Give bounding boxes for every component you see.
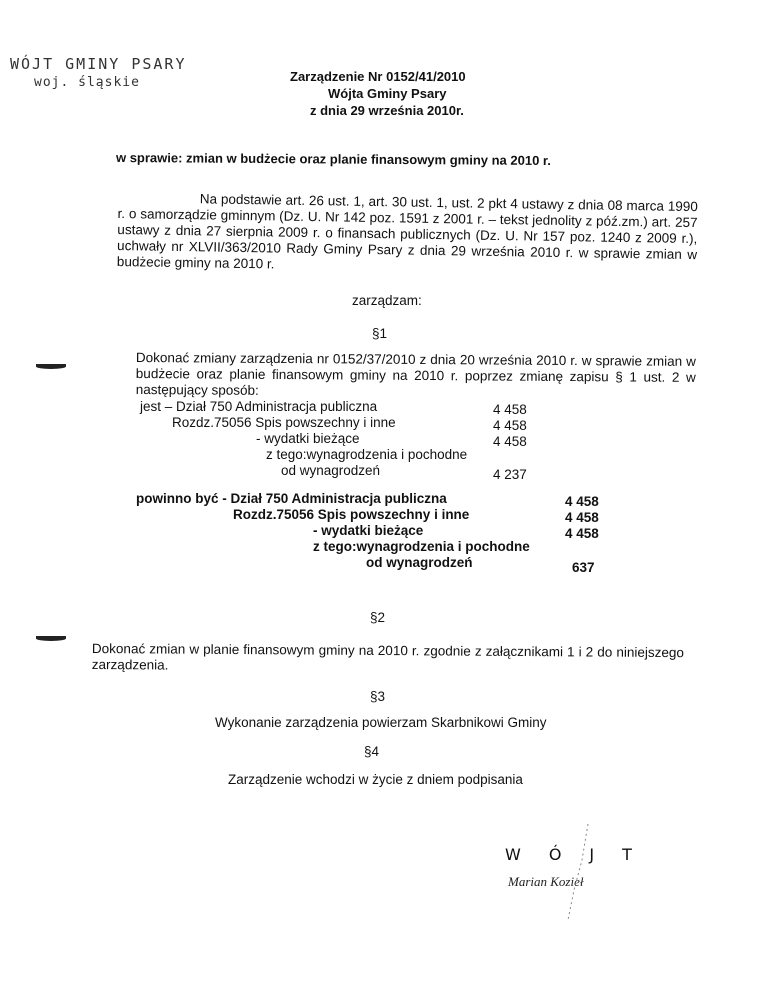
issuer: Wójta Gminy Psary <box>328 86 447 101</box>
jest-line-4: z tego:wynagrodzenia i pochodne <box>266 447 468 462</box>
section-4-text: Zarządzenie wchodzi w życie z dniem podpisania <box>228 772 523 787</box>
document-subject: w sprawie: zmian w budżecie oraz planie finansowym gminy na 2010 r. <box>115 150 551 169</box>
jest-value-5: 4 237 <box>493 467 527 482</box>
powinno-line-2: Rozdz.75056 Spis powszechny i inne <box>233 507 470 522</box>
jest-line-2: Rozdz.75056 Spis powszechny i inne <box>172 415 396 430</box>
section-1-heading: §1 <box>372 326 388 341</box>
jest-value-3: 4 458 <box>493 434 527 449</box>
signature-title: WÓJT <box>505 845 660 864</box>
office-stamp <box>10 55 187 90</box>
signatory-name: Marian Kozieł <box>508 874 584 889</box>
stamp-line-2: woj. śląskie <box>34 75 140 90</box>
decree-date: z dnia 29 września 2010r. <box>310 103 464 118</box>
signature-stroke-icon <box>560 820 600 930</box>
section-3-text: Wykonanie zarządzenia powierzam Skarbnikowi Gminy <box>215 715 547 730</box>
powinno-value-2: 4 458 <box>565 510 599 525</box>
document-header <box>290 68 466 119</box>
section-marker <box>36 364 66 369</box>
decree-number: Zarządzenie Nr 0152/41/2010 <box>290 69 466 84</box>
jest-value-2: 4 458 <box>493 418 527 433</box>
powinno-line-5: od wynagrodzeń <box>366 555 473 570</box>
jest-value-1: 4 458 <box>493 402 527 417</box>
stamp-line-1: WÓJT GMINY PSARY <box>10 55 187 73</box>
section-2-heading: §2 <box>370 610 386 625</box>
jest-line-1: jest – Dział 750 Administracja publiczna <box>140 399 378 414</box>
decree-word: zarządzam: <box>352 293 422 308</box>
powinno-value-3: 4 458 <box>565 526 599 541</box>
preamble-text: Na podstawie art. 26 ust. 1, art. 30 ust. 1, ust. 2 pkt 4 ustawy z dnia 08 marca 1990 r. o samorządzie gminnym (Dz. U. Nr 142 poz. 1591 z 2001 r. – tekst jednolity z póź.zm.) art. 257 ustawy z dnia 27 sierpnia 2009 r. o finansach publicznych (Dz. U. Nr 157 poz. 1240 z 2009 r.), uchwały nr XLVII/363/2010 Rady Gminy Psary z dnia 29 września 2010 r. w sprawie zmian w budżecie gminy na 2010 r. <box>116 191 698 272</box>
preamble <box>117 190 698 279</box>
jest-line-5: od wynagrodzeń <box>281 463 381 478</box>
powinno-line-3: - wydatki bieżące <box>313 523 424 538</box>
section-2-text: Dokonać zmian w planie finansowym gminy na 2010 r. zgodnie z załącznikami 1 i 2 do niniejszego zarządzenia. <box>91 641 684 673</box>
powinno-line-4: z tego:wynagrodzenia i pochodne <box>313 539 530 554</box>
powinno-value-1: 4 458 <box>565 494 599 509</box>
powinno-line-1: powinno być - Dział 750 Administracja publiczna <box>136 491 447 506</box>
section-marker <box>36 636 66 641</box>
powinno-value-5: 637 <box>572 560 595 575</box>
section-3-heading: §3 <box>370 689 386 704</box>
section-1-text: Dokonać zmiany zarządzenia nr 0152/37/2010 z dnia 20 września 2010 r. w sprawie zmian w budżecie oraz planie finansowym gminy na 2010 r. poprzez zmianę zapisu § 1 ust. 2 w następujący sposób: <box>135 350 696 398</box>
jest-line-3: - wydatki bieżące <box>256 431 360 446</box>
section-4-heading: §4 <box>364 744 380 759</box>
